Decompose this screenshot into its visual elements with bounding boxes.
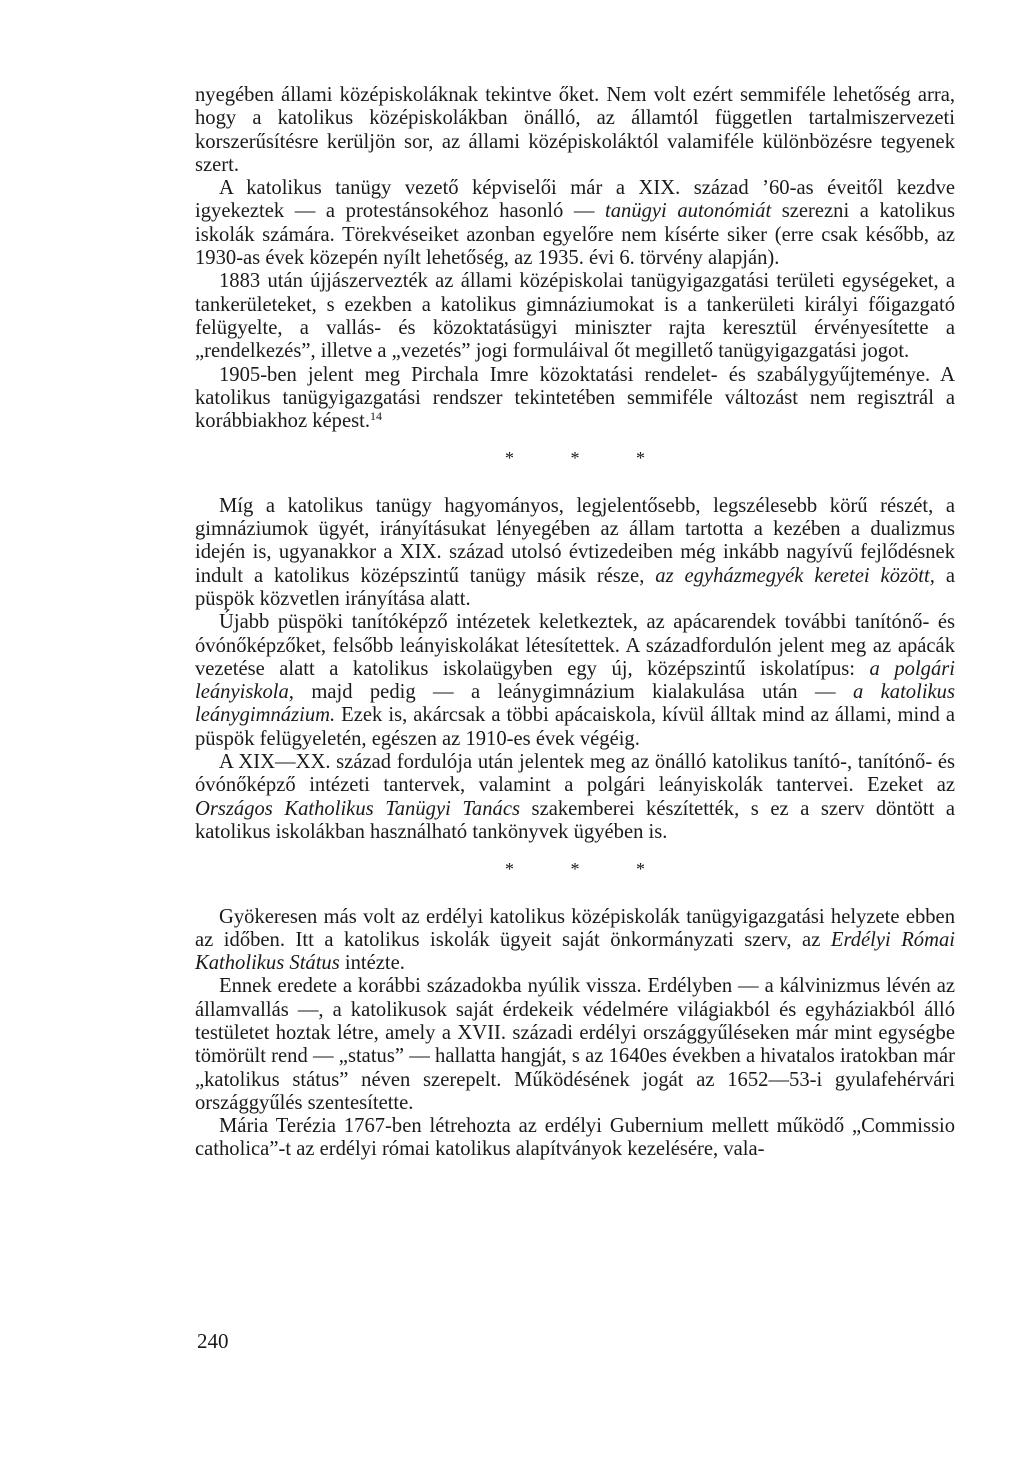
paragraph-1: nyegében állami középiskoláknak tekintve őket. Nem volt ezért semmiféle lehetőség arra, hogy a katolikus középiskolákban önálló, az államtól független tartalmiszervezeti korszerűsítésre kerüljön sor, az állami középiskoláktól valamiféle különbözésre tegyenek szert. [195, 84, 955, 176]
paragraph-6: Újabb püspöki tanítóképző intézetek keletkeztek, az apácarendek további tanítónő- és óvónőképzőket, felsőbb leányiskolákat létesítettek. A századfordulón jelent meg az apácák vezetése alatt a katolikus iskolaügyben egy új, középszintű iskolatípus: a polgári leányiskola, majd pedig — a leánygimnázium kialakulása után — a katolikus leánygimnázium. Ezek is, akárcsak a többi apácaiskola, kívül álltak mind az állami, mind a püspök felügyeletén, egészen az 1910-es évek végéig. [195, 611, 955, 750]
paragraph-8: Gyökeresen más volt az erdélyi katolikus középiskolák tanügyigazgatási helyzete ebben az időben. Itt a katolikus iskolák ügyeit saját önkormányzati szerv, az Erdélyi Római Katholikus Státus intézte. [195, 905, 955, 975]
section-separator: * * * [505, 448, 671, 469]
paragraph-2: A katolikus tanügy vezető képviselői már a XIX. század ’60-as éveitől kezdve igyekeztek — a protestánsokéhoz hasonló — tanügyi autonómiát szerezni a katolikus iskolák számára. Törekvéseiket azonban egyelőre nem kísérte siker (erre csak később, az 1930-as évek közepén nyílt lehetőség, az 1935. évi 6. törvény alapján). [195, 177, 955, 270]
page-number: 240 [197, 1329, 229, 1353]
section-separator: * * * [505, 859, 671, 880]
paragraph-7: A XIX—XX. század fordulója után jelentek meg az önálló katolikus tanító-, tanítónő- és óvónőképző intézeti tantervek, valamint a polgári leányiskolák tantervei. Ezeket az Országos Katholikus Tanügyi Tanács szakemberei készítették, s ez a szerv döntött a katolikus iskolákban használható tankönyvek ügyében is. [195, 751, 955, 843]
footnote-ref: 14 [370, 409, 382, 424]
paragraph-5: Míg a katolikus tanügy hagyományos, legjelentősebb, legszélesebb körű részét, a gimnáziumok ügyét, irányításukat lényegében az állam tartotta a kezében a dualizmus idején is, ugyanakkor a XIX. század utolsó évtizedeiben még inkább nagyívű fejlődésnek indult a katolikus középszintű tanügy másik része, az egyházmegyék keretei között, a püspök közvetlen irányítása alatt. [195, 494, 955, 610]
paragraph-3: 1883 után újjászervezték az állami középiskolai tanügyigazgatási területi egységeket, a tankerületeket, s ezekben a katolikus gimnáziumokat is a tankerületi királyi főigazgató felügyelte, a vallás- és közoktatásügyi miniszter rajta keresztül érvényesítette a „rendelkezés”, illetve a „vezetés” jogi formuláival őt megillető tanügyigazgatási jogot. [195, 270, 955, 363]
body-text [195, 84, 955, 1162]
paragraph-10: Mária Terézia 1767-ben létrehozta az erdélyi Gubernium mellett működő „Commissio catholica”-t az erdélyi római katolikus alapítványok kezelésére, vala- [195, 1115, 955, 1161]
paragraph-9: Ennek eredete a korábbi századokba nyúlik vissza. Erdélyben — a kálvinizmus lévén az államvallás —, a katolikusok saját érdekeik védelmére világiakból és egyháziakból álló testületet hoztak létre, amely a XVII. századi erdélyi országgyűléseken már mint egységbe tömörült rend — „status” — hallatta hangját, s az 1640es években a hivatalos iratokban már „katolikus státus” néven szerepelt. Működésének jogát az 1652—53-i gyulafehérvári országgyűlés szentesítette. [195, 975, 955, 1114]
paragraph-4: 1905-ben jelent meg Pirchala Imre közoktatási rendelet- és szabálygyűjteménye. A katolikus tanügyigazgatási rendszer tekintetében semmiféle változást nem regisztrál a korábbiakhoz képest.$^{14}$ [195, 363, 955, 433]
